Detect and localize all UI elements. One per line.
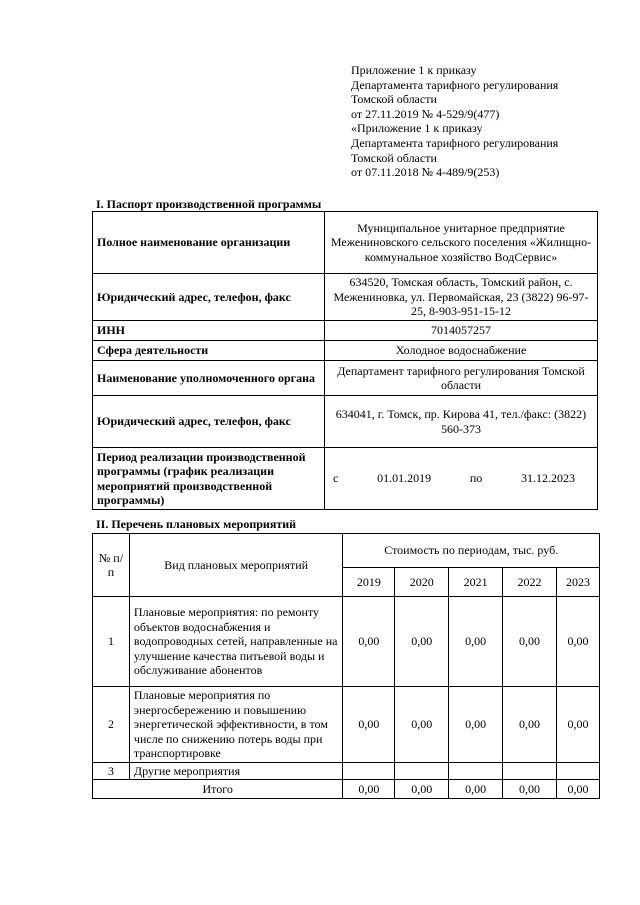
header-line: Департамента тарифного регулирования [351,135,559,150]
row-value: 0,00 [343,687,395,763]
passport-label: Юридический адрес, телефон, факс [93,396,325,448]
document-header [351,63,558,180]
passport-value: 7014057257 [325,321,598,341]
section2-title: II. Перечень плановых мероприятий [96,517,297,531]
passport-value: 634041, г. Томск, пр. Кирова 41, тел./факс: (3822) 560-373 [325,396,598,448]
passport-row [93,396,598,448]
year-header: 2020 [395,568,449,597]
row-name: Плановые мероприятия по энергосбережению и повышению энергетической эффективности, в том числе по снижению потерь воды при транспортировке [129,687,343,763]
header-line: Томской области [351,92,437,107]
period-to-word: по [469,471,483,486]
passport-value: 634520, Томская область, Томский район, с. Межениновка, ул. Первомайская, 23 (3822) 96-97-25, 8-903-951-15-12 [325,274,598,321]
col-cost-header: Стоимость по периодам, тыс. руб. [343,534,600,568]
header-line: «Приложение 1 к приказу [351,121,483,136]
passport-label: Юридический адрес, телефон, факс [93,274,325,321]
table-row [93,763,600,780]
passport-row [93,341,598,361]
passport-label: Наименование уполномоченного органа [93,361,325,396]
row-value: 0,00 [343,597,395,687]
header-line: от 07.11.2018 № 4-489/9(253) [351,165,500,180]
row-value [557,763,600,780]
year-header: 2019 [343,568,395,597]
row-value: 0,00 [503,687,557,763]
row-value [503,763,557,780]
passport-row [93,274,598,321]
row-num: 2 [93,687,130,763]
row-value: 0,00 [557,687,600,763]
total-value: 0,00 [395,780,449,799]
passport-label: Сфера деятельности [93,341,325,361]
period-from: 01.01.2019 [377,471,432,486]
year-header: 2021 [449,568,503,597]
year-header: 2023 [557,568,600,597]
passport-value: Холодное водоснабжение [325,341,598,361]
row-value: 0,00 [449,687,503,763]
col-num-header: № п/п [93,534,130,597]
row-name: Плановые мероприятия: по ремонту объектов водоснабжения и водопроводных сетей, направленные на улучшение качества питьевой воды и обслуживание абонентов [129,597,343,687]
row-value: 0,00 [503,597,557,687]
row-value: 0,00 [395,687,449,763]
total-value: 0,00 [503,780,557,799]
table-row [93,597,600,687]
row-value: 0,00 [557,597,600,687]
period-label: Период реализации производственной программы (график реализации мероприятий производственной программы) [93,448,325,510]
total-value: 0,00 [449,780,503,799]
passport-label: Полное наименование организации [93,212,325,274]
row-num: 1 [93,597,130,687]
header-line: Департамента тарифного регулирования [351,77,559,92]
passport-row [93,212,598,274]
passport-value: Департамент тарифного регулирования Томской области [325,361,598,396]
passport-row-period [93,448,598,510]
passport-row [93,321,598,341]
row-value [395,763,449,780]
passport-row [93,361,598,396]
row-num: 3 [93,763,130,780]
period-from-word: с [333,471,339,486]
row-value [449,763,503,780]
row-value: 0,00 [449,597,503,687]
period-to: 31.12.2023 [521,471,575,486]
passport-value: Муниципальное унитарное предприятие Межениновского сельского поселения «Жилищно-коммунальное хозяйство ВодСервис» [325,212,598,274]
passport-label: ИНН [93,321,325,341]
header-line: Томской области [351,150,437,165]
section1-title: I. Паспорт производственной программы [96,197,322,211]
header-line: Приложение 1 к приказу [351,63,477,77]
events-header-row [93,534,600,568]
table-row [93,687,600,763]
total-row [93,780,600,799]
total-label: Итого [93,780,343,799]
row-name: Другие мероприятия [129,763,343,780]
header-line: от 27.11.2019 № 4-529/9(477) [351,106,500,121]
passport-table [92,211,598,510]
row-value [343,763,395,780]
period-value [325,448,598,510]
total-value: 0,00 [343,780,395,799]
year-header: 2022 [503,568,557,597]
row-value: 0,00 [395,597,449,687]
events-table [92,533,600,799]
col-name-header: Вид плановых мероприятий [129,534,343,597]
total-value: 0,00 [557,780,600,799]
